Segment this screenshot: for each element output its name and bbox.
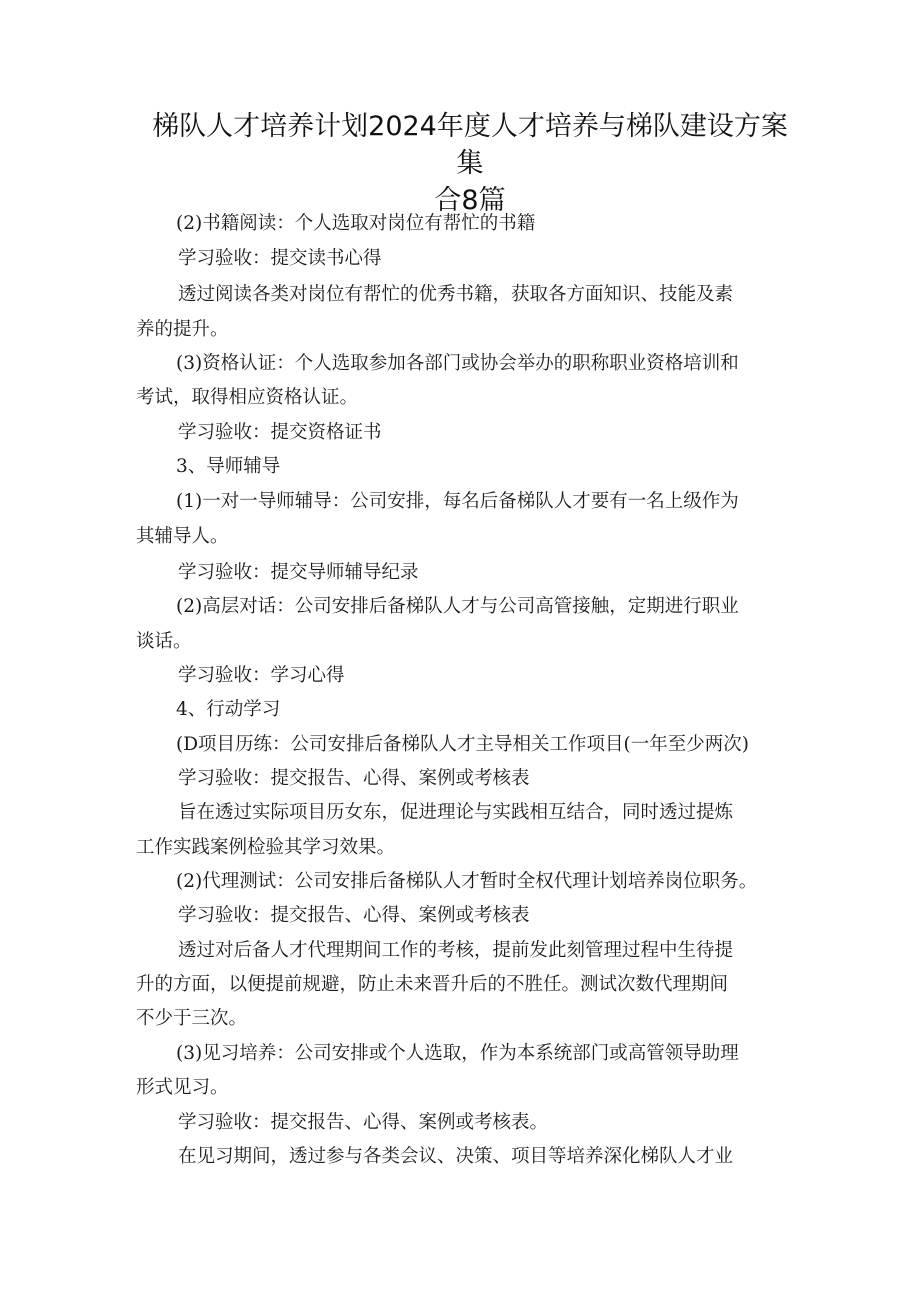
body-line: 不少于三次。 xyxy=(136,1008,248,1029)
section-heading: 3、导师辅导 xyxy=(176,456,281,477)
body-line: 旨在透过实际项目历女东，促进理论与实践相互结合，同时透过提炼 xyxy=(178,802,734,823)
body-line: 谈话。 xyxy=(136,631,192,652)
body-line: (2)书籍阅读：个人选取对岗位有帮忙的书籍 xyxy=(176,213,536,234)
body-line: 其辅导人。 xyxy=(136,526,229,547)
body-line: (1)一对一导师辅导：公司安排，每名后备梯队人才要有一名上级作为 xyxy=(176,491,739,512)
body-line: 学习验收：提交报告、心得、案例或考核表。 xyxy=(178,1112,549,1133)
body-line: (3)资格认证：个人选取参加各部门或协会举办的职称职业资格培训和 xyxy=(176,353,739,374)
body-line: 升的方面，以便提前规避，防止未来晋升后的不胜任。测试次数代理期间 xyxy=(136,974,729,995)
body-line: 考试，取得相应资格认证。 xyxy=(136,387,359,408)
body-line: (2)代理测试：公司安排后备梯队人才暂时全权代理计划培养岗位职务。 xyxy=(176,871,758,892)
body-line: 学习验收：提交导师辅导纪录 xyxy=(178,562,419,583)
body-line: 学习验收：学习心得 xyxy=(178,665,345,686)
title-line-1: 梯队人才培养计划2024年度人才培养与梯队建设方案集 xyxy=(152,111,788,179)
body-line: 学习验收：提交报告、心得、案例或考核表 xyxy=(178,768,530,789)
body-line: (2)高层对话：公司安排后备梯队人才与公司高管接触，定期进行职业 xyxy=(176,596,739,617)
body-line: 形式见习。 xyxy=(136,1077,229,1098)
body-line: 学习验收：提交报告、心得、案例或考核表 xyxy=(178,905,530,926)
title-line-2: 合8篇 xyxy=(434,185,506,216)
body-line: (3)见习培养：公司安排或个人选取，作为本系统部门或高管领导助理 xyxy=(176,1043,739,1064)
body-line: 学习验收：提交读书心得 xyxy=(178,248,382,269)
body-line: 在见习期间，透过参与各类会议、决策、项目等培养深化梯队人才业 xyxy=(178,1146,734,1167)
body-line: 透过对后备人才代理期间工作的考核，提前发此刻管理过程中生待提 xyxy=(178,940,734,961)
document-title xyxy=(150,108,790,219)
body-line: 养的提升。 xyxy=(136,319,229,340)
body-line: 学习验收：提交资格证书 xyxy=(178,422,382,443)
body-line: 透过阅读各类对岗位有帮忙的优秀书籍，获取各方面知识、技能及素 xyxy=(178,284,734,305)
body-line: (D项目历练：公司安排后备梯队人才主导相关工作项目(一年至少两次) xyxy=(176,734,749,755)
section-heading: 4、行动学习 xyxy=(176,699,281,720)
body-line: 工作实践案例检验其学习效果。 xyxy=(136,837,396,858)
